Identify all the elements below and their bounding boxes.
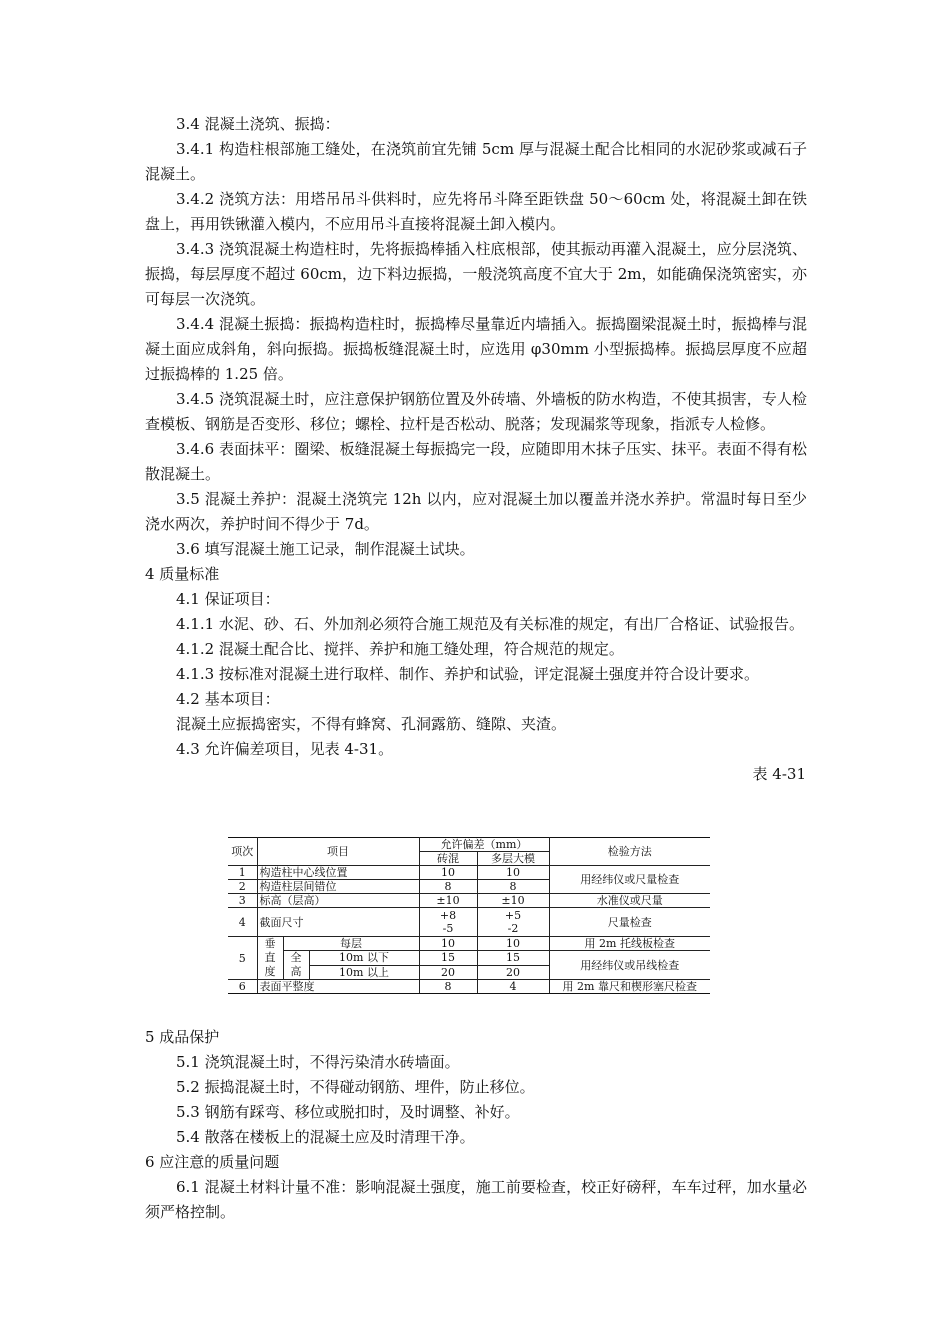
row5-full-method: 用经纬仪或吊线检查 xyxy=(549,951,710,980)
para-5-1: 5.1 浇筑混凝土时，不得污染清水砖墙面。 xyxy=(176,1053,460,1071)
document-body xyxy=(145,112,807,786)
para-5-4: 5.4 散落在楼板上的混凝土应及时清理干净。 xyxy=(176,1128,475,1146)
row4-multi-minus: -2 xyxy=(507,922,519,935)
row4-brick-minus: -5 xyxy=(442,922,454,935)
row5-above-brick: 20 xyxy=(419,965,477,980)
row5-per-brick: 10 xyxy=(419,937,477,951)
row5-per-multi: 10 xyxy=(477,937,549,951)
para-3-4-5: 3.4.5 浇筑混凝土时，应注意保护钢筋位置及外砖墙、外墙板的防水构造，不使其损害，专人检查模板、钢筋是否变形、移位；螺栓、拉杆是否松动、脱落；发现漏浆等现象，指派专人检修。 xyxy=(145,390,807,433)
para-3-4-4: 3.4.4 混凝土振捣：振捣构造柱时，振捣棒尽量靠近内墙插入。振捣圈梁混凝土时，振捣棒与混凝土面应成斜角，斜向振捣。振捣板缝混凝土时，应选用 φ30mm 小型振捣棒。振捣层厚度不应超过振捣棒的 1.25 倍。 xyxy=(145,315,807,383)
heading-3-4: 3.4 混凝土浇筑、振捣： xyxy=(176,115,340,133)
row3-method: 水准仪或尺量 xyxy=(549,894,710,908)
heading-5: 5 成品保护 xyxy=(145,1028,220,1046)
row2-item: 构造柱层间错位 xyxy=(257,880,419,894)
para-3-4-3: 3.4.3 浇筑混凝土构造柱时，先将振捣棒插入柱底根部，使其振动再灌入混凝土，应分层浇筑、振捣，每层厚度不超过 60cm，边下料边振捣，一般浇筑高度不宜大于 2m，如能确保浇筑密实，亦可每层一次浇筑。 xyxy=(145,240,807,308)
para-4-1-2: 4.1.2 混凝土配合比、搅拌、养护和施工缝处理，符合规范的规定。 xyxy=(176,640,624,658)
heading-4-2: 4.2 基本项目： xyxy=(176,690,280,708)
row4-no: 4 xyxy=(228,908,257,937)
row4-multi-plus: +5 xyxy=(504,909,522,922)
para-4-3: 4.3 允许偏差项目，见表 4-31。 xyxy=(176,740,394,758)
header-method: 检验方法 xyxy=(549,838,710,866)
row6-no: 6 xyxy=(228,980,257,994)
row3-item: 标高（层高） xyxy=(257,894,419,908)
table-caption: 表 4-31 xyxy=(752,765,806,783)
heading-4-1: 4.1 保证项目： xyxy=(176,590,280,608)
header-multi: 多层大模 xyxy=(477,852,549,866)
row5-below-brick: 15 xyxy=(419,951,477,966)
tolerance-table xyxy=(228,837,710,994)
row5-vertical-label: 垂直度 xyxy=(264,937,276,978)
para-5-2: 5.2 振捣混凝土时，不得碰动钢筋、埋件，防止移位。 xyxy=(176,1078,535,1096)
row1-multi: 10 xyxy=(477,866,549,880)
header-brick: 砖混 xyxy=(419,852,477,866)
row5-no: 5 xyxy=(228,937,257,980)
row5-below-multi: 15 xyxy=(477,951,549,966)
row5-vertical xyxy=(257,937,283,980)
row6-method: 用 2m 靠尺和楔形塞尺检查 xyxy=(549,980,710,994)
row4-brick-plus: +8 xyxy=(439,909,457,922)
row5-per-method: 用 2m 托线板检查 xyxy=(549,937,710,951)
row2-no: 2 xyxy=(228,880,257,894)
header-item: 项目 xyxy=(257,838,419,866)
row5-full-label: 全高 xyxy=(290,951,302,978)
para-4-2: 混凝土应振捣密实，不得有蜂窝、孔洞露筋、缝隙、夹渣。 xyxy=(176,715,567,733)
row5-above-10m: 10m 以上 xyxy=(309,965,419,980)
row4-item: 截面尺寸 xyxy=(257,908,419,937)
row1-no: 1 xyxy=(228,866,257,880)
para-3-4-1: 3.4.1 构造柱根部施工缝处，在浇筑前宜先铺 5cm 厚与混凝土配合比相同的水泥砂浆或减石子混凝土。 xyxy=(145,140,807,183)
para-6-1: 6.1 混凝土材料计量不准：影响混凝土强度，施工前要检查，校正好磅秤，车车过秤，加水量必须严格控制。 xyxy=(145,1178,807,1221)
row1-item: 构造柱中心线位置 xyxy=(257,866,419,880)
para-4-1-3: 4.1.3 按标准对混凝土进行取样、制作、养护和试验，评定混凝土强度并符合设计要求。 xyxy=(176,665,759,683)
row3-brick: ±10 xyxy=(419,894,477,908)
para-4-1-1: 4.1.1 水泥、砂、石、外加剂必须符合施工规范及有关标准的规定，有出厂合格证、试验报告。 xyxy=(176,615,804,633)
row6-brick: 8 xyxy=(419,980,477,994)
row2-brick: 8 xyxy=(419,880,477,894)
heading-4: 4 质量标准 xyxy=(145,565,220,583)
para-3-4-2: 3.4.2 浇筑方法：用塔吊吊斗供料时，应先将吊斗降至距铁盘 50～60cm 处，将混凝土卸在铁盘上，再用铁锹灌入模内，不应用吊斗直接将混凝土卸入模内。 xyxy=(145,190,807,233)
row12-method: 用经纬仪或尺量检查 xyxy=(549,866,710,894)
row2-multi: 8 xyxy=(477,880,549,894)
row5-below-10m: 10m 以下 xyxy=(309,951,419,966)
document-body-lower xyxy=(145,1025,807,1225)
para-3-5: 3.5 混凝土养护：混凝土浇筑完 12h 以内，应对混凝土加以覆盖并浇水养护。常温时每日至少浇水两次，养护时间不得少于 7d。 xyxy=(145,490,807,533)
row4-brick xyxy=(419,908,477,937)
header-deviation: 允许偏差（mm） xyxy=(419,838,549,852)
header-no: 项次 xyxy=(228,838,257,866)
row6-multi: 4 xyxy=(477,980,549,994)
row3-no: 3 xyxy=(228,894,257,908)
row5-above-multi: 20 xyxy=(477,965,549,980)
heading-6: 6 应注意的质量问题 xyxy=(145,1153,280,1171)
row5-full-height xyxy=(283,951,309,980)
para-5-3: 5.3 钢筋有踩弯、移位或脱扣时，及时调整、补好。 xyxy=(176,1103,520,1121)
row4-multi xyxy=(477,908,549,937)
row5-per-floor: 每层 xyxy=(283,937,419,951)
row3-multi: ±10 xyxy=(477,894,549,908)
row1-brick: 10 xyxy=(419,866,477,880)
row6-item: 表面平整度 xyxy=(257,980,419,994)
para-3-4-6: 3.4.6 表面抹平：圈梁、板缝混凝土每振捣完一段，应随即用木抹子压实、抹平。表面不得有松散混凝土。 xyxy=(145,440,807,483)
para-3-6: 3.6 填写混凝土施工记录，制作混凝土试块。 xyxy=(176,540,475,558)
row4-method: 尺量检查 xyxy=(549,908,710,937)
